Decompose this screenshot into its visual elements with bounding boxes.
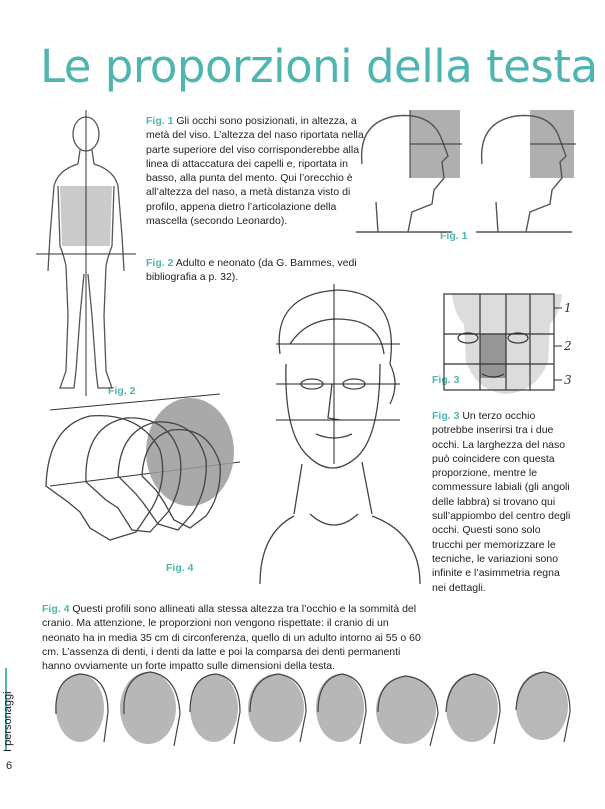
figure-label-fig1: Fig. 1	[440, 230, 468, 242]
fig2-adult-figure-illustration	[36, 106, 136, 396]
caption-fig2	[146, 256, 364, 285]
caption-fig2-text: Adulto e neonato (da G. Bammes, vedi bibliografia a p. 32).	[146, 257, 357, 284]
fig3-mark-3: 3	[564, 373, 572, 387]
figure-label-fig4: Fig. 4	[166, 562, 194, 574]
caption-fig3-text: Un terzo occhio potrebbe inserirsi tra i due occhi. La larghezza del naso può coincidere con questa proporzione, mentre le commessure labiali (gli angoli delle labbra) si trovano qui sull’appiombo del centro degli occhi. Questi sono solo trucchi per memorizzare le tecniche, le variazioni sono infinite e l’asimmetria regna nei dettagli.	[432, 410, 571, 594]
caption-fig4-text: Questi profili sono allineati alla stessa altezza tra l’occhio e la sommità del cranio. Ma attenzione, le proporzioni non vengono rispettate: il cranio di un neonato ha in media 35 cm di circonferenza, quello di un adulto intorno ai 55 o 60 cm. L’assenza di denti, i denti da latte e poi la comparsa dei denti permanenti hanno ovviamente un forte impatto sulle dimensioni della testa.	[42, 603, 421, 673]
fig1-profile-heads-illustration	[352, 104, 592, 234]
caption-fig1-label: Fig. 1	[146, 115, 174, 127]
fig3-mark-2: 2	[564, 339, 572, 353]
page-title: Le proporzioni della testa	[40, 40, 598, 93]
caption-fig4-label: Fig. 4	[42, 603, 70, 615]
fig3-mark-1: 1	[564, 301, 572, 315]
page-number: 6	[6, 760, 13, 772]
caption-fig2-label: Fig. 2	[146, 257, 174, 269]
elderly-woman-portrait-illustration	[250, 284, 430, 584]
caption-fig3	[432, 409, 574, 595]
figure-label-fig3: Fig. 3	[432, 374, 460, 386]
fig3-front-face-grid-illustration	[444, 294, 574, 394]
caption-fig1	[146, 114, 364, 228]
bottom-heads-strip-illustration	[50, 668, 590, 758]
section-side-label: I personaggi	[2, 691, 14, 752]
fig4-profiles-growth-illustration	[40, 390, 240, 560]
figure-label-fig2: Fig. 2	[108, 385, 136, 397]
caption-fig3-label: Fig. 3	[432, 410, 460, 422]
caption-fig4	[42, 602, 426, 673]
caption-fig1-text: Gli occhi sono posizionati, in altezza, a metà del viso. L’altezza del naso riportata nella parte superiore del viso corrisponderebbe alla linea di attaccatura dei capelli e, riportata in basso, alla punta del mento. Qui l’orecchio è all’altezza del naso, a metà distanza visto di profilo, appena dietro l’articolazione della mascella (secondo Leonardo).	[146, 115, 364, 228]
